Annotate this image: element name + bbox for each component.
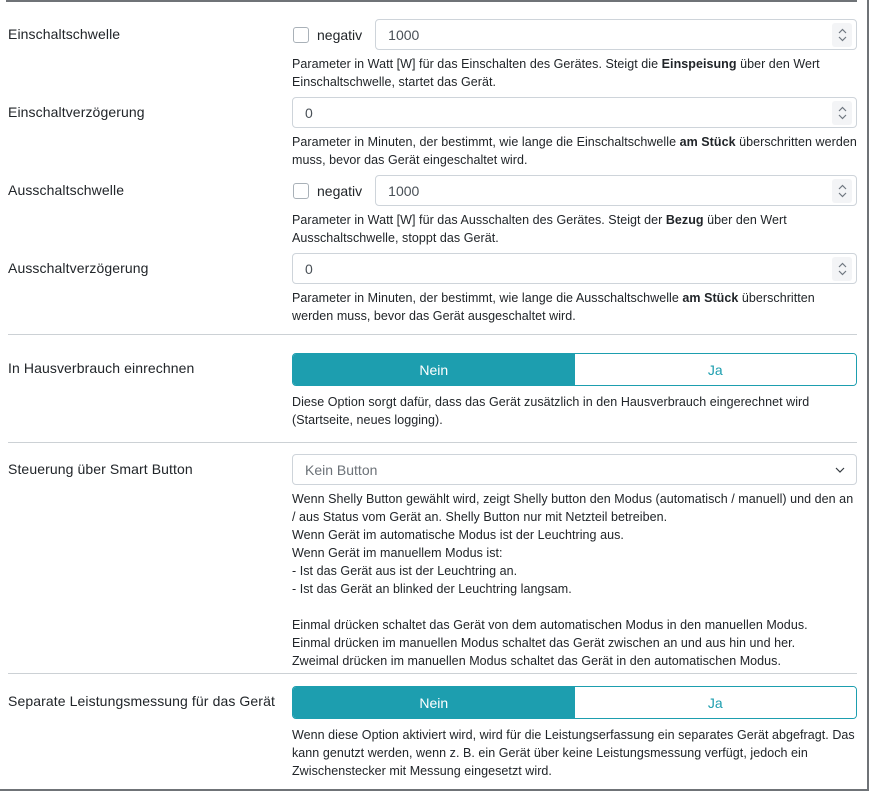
up-down-chevrons-icon[interactable] <box>832 179 852 203</box>
field-control <box>292 253 857 284</box>
number-input-box <box>292 97 857 128</box>
help-segment: Einmal drücken schaltet das Gerät von dem automatischen Modus in den manuellen Modus. <box>292 618 808 632</box>
field-cell <box>292 353 857 429</box>
toggle-option-nein[interactable]: Nein <box>293 687 575 718</box>
help-segment: Zweimal drücken im manuellen Modus schaltet das Gerät in den automatischen Modus. <box>292 654 782 668</box>
form-section <box>8 442 857 673</box>
field-control <box>292 97 857 128</box>
device-settings-form <box>0 2 857 791</box>
help-text <box>292 726 857 780</box>
help-segment: Wenn Gerät im manuellem Modus ist: <box>292 546 503 560</box>
toggle-group <box>292 686 857 719</box>
help-line <box>292 211 857 247</box>
negativ-checkbox-label: negativ <box>317 26 363 43</box>
help-segment: überschritten werden muss, bevor das Gerät ausgeschaltet wird. <box>292 291 815 323</box>
help-segment: Parameter in Minuten, der bestimmt, wie lange die Ausschaltschwelle <box>292 291 683 305</box>
number-input-box <box>292 253 857 284</box>
help-line <box>292 289 857 325</box>
help-segment: Diese Option sorgt dafür, dass das Gerät zusätzlich in den Hausverbrauch eingerechnet wird (Startseite, neues logging). <box>292 395 810 427</box>
field-label: In Hausverbrauch einrechnen <box>8 360 195 376</box>
help-line <box>292 634 857 652</box>
help-segment: über den Wert Einschaltschwelle, startet das Gerät. <box>292 57 820 89</box>
help-segment: überschritten werden muss, bevor das Gerät eingeschaltet wird. <box>292 135 857 167</box>
field-label: Ausschaltverzögerung <box>8 260 149 276</box>
negativ-checkbox[interactable] <box>293 27 309 43</box>
help-line <box>292 562 857 580</box>
help-segment: Wenn diese Option aktiviert wird, wird für die Leistungserfassung ein separates Gerät abgefragt. Das kann genutzt werden, wenn z. B. ein Gerät über keine Leistungsmessung verfügt, jedoch ein Zwischenstecker mit Messung eingesetzt wird. <box>292 728 855 778</box>
field-cell <box>292 19 857 91</box>
help-line <box>292 526 857 544</box>
help-line <box>292 726 857 780</box>
field-label: Einschaltschwelle <box>8 26 121 42</box>
help-line <box>292 490 857 526</box>
toggle-option-ja[interactable]: Ja <box>575 354 857 385</box>
field-cell <box>292 253 857 325</box>
help-text <box>292 133 857 169</box>
smart-button-select[interactable] <box>292 454 857 485</box>
help-text <box>292 393 857 429</box>
form-section <box>8 2 857 334</box>
help-segment: Parameter in Watt [W] für das Einschalten des Gerätes. Steigt die <box>292 57 662 71</box>
field-control <box>292 454 857 485</box>
help-line <box>292 55 857 91</box>
number-input[interactable] <box>376 27 832 43</box>
form-section <box>8 673 857 791</box>
help-segment: am Stück <box>682 291 739 305</box>
toggle-option-nein[interactable]: Nein <box>293 354 575 385</box>
field-label: Ausschaltschwelle <box>8 182 125 198</box>
negativ-checkbox[interactable] <box>293 183 309 199</box>
field-label: Einschaltverzögerung <box>8 104 145 120</box>
help-segment: am Stück <box>679 135 736 149</box>
form-row-hausverbrauch <box>8 353 857 429</box>
up-down-chevrons-icon[interactable] <box>832 257 852 281</box>
number-input[interactable] <box>293 261 832 277</box>
help-segment: Parameter in Watt [W] für das Ausschalten des Gerätes. Steigt der <box>292 213 666 227</box>
help-line <box>292 393 857 429</box>
help-text <box>292 211 857 247</box>
number-input-box <box>375 175 857 206</box>
form-row-separate-leistungsmessung <box>8 686 857 780</box>
help-segment: - Ist das Gerät an blinked der Leuchtring langsam. <box>292 582 572 596</box>
help-line <box>292 133 857 169</box>
chevron-down-icon <box>835 467 845 473</box>
help-line <box>292 544 857 562</box>
select-value: Kein Button <box>305 461 378 478</box>
help-text <box>292 55 857 91</box>
help-segment: Einmal drücken im manuellen Modus schaltet das Gerät zwischen an und aus hin und her. <box>292 636 796 650</box>
field-control <box>292 686 857 719</box>
help-line <box>292 616 857 634</box>
number-input[interactable] <box>376 183 832 199</box>
up-down-chevrons-icon[interactable] <box>832 23 852 47</box>
help-segment: Wenn Gerät im automatische Modus ist der Leuchtring aus. <box>292 528 624 542</box>
field-label: Steuerung über Smart Button <box>8 461 193 477</box>
toggle-option-ja[interactable]: Ja <box>575 687 857 718</box>
form-row-ausschaltschwelle <box>8 175 857 247</box>
field-control <box>292 353 857 386</box>
help-segment: Bezug <box>665 213 704 227</box>
form-row-einschaltverzoegerung <box>8 97 857 169</box>
number-input-box <box>375 19 857 50</box>
form-row-smart-button <box>8 454 857 670</box>
up-down-chevrons-icon[interactable] <box>832 101 852 125</box>
field-cell <box>292 454 857 670</box>
help-segment: - Ist das Gerät aus ist der Leuchtring an. <box>292 564 518 578</box>
help-segment: Einspeisung <box>661 57 737 71</box>
negativ-checkbox-label: negativ <box>317 182 363 199</box>
field-cell <box>292 97 857 169</box>
form-row-einschaltschwelle <box>8 19 857 91</box>
toggle-group <box>292 353 857 386</box>
field-control <box>292 19 857 50</box>
help-segment: über den Wert Ausschaltschwelle, stoppt das Gerät. <box>292 213 787 245</box>
number-input[interactable] <box>293 105 832 121</box>
help-segment: Wenn Shelly Button gewählt wird, zeigt Shelly button den Modus (automatisch / manuell) und den an / aus Status vom Gerät an. Shelly Button nur mit Netzteil betreiben. <box>292 492 854 524</box>
help-line <box>292 598 857 616</box>
form-section <box>8 334 857 442</box>
field-cell <box>292 686 857 780</box>
field-label: Separate Leistungsmessung für das Gerät <box>8 693 275 709</box>
help-text <box>292 490 857 670</box>
help-line <box>292 580 857 598</box>
help-line <box>292 652 857 670</box>
field-control <box>292 175 857 206</box>
help-text <box>292 289 857 325</box>
field-cell <box>292 175 857 247</box>
form-row-ausschaltverzoegerung <box>8 253 857 325</box>
help-segment: Parameter in Minuten, der bestimmt, wie lange die Einschaltschwelle <box>292 135 680 149</box>
